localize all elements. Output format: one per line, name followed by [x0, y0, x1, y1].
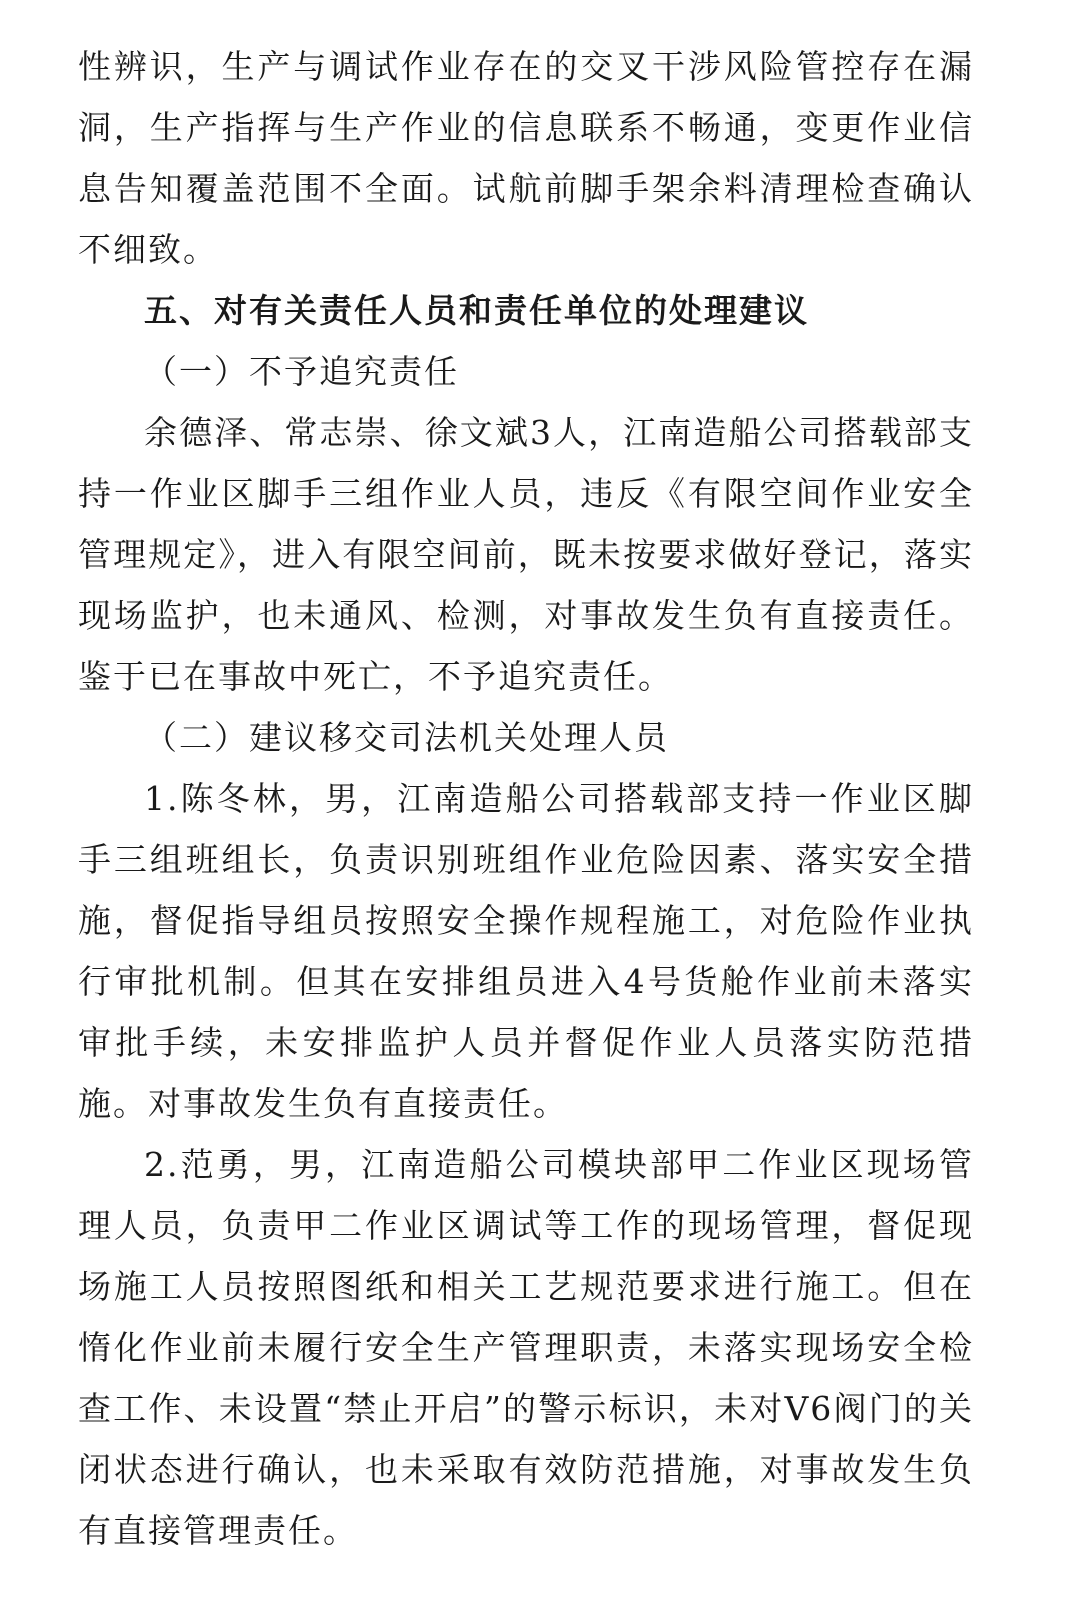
paragraph-item-1: 1.陈冬林，男，江南造船公司搭载部支持一作业区脚手三组班组长，负责识别班组作业危险因素、落实安全措施，督促指导组员按照安全操作规程施工，对危险作业执行审批机制。但其在安排组员进入4号货舱作业前未落实审批手续，未安排监护人员并督促作业人员落实防范措施。对事故发生负有直接责任。: [78, 779, 974, 1123]
paragraph-item-2: 2.范勇，男，江南造船公司模块部甲二作业区现场管理人员，负责甲二作业区调试等工作的现场管理，督促现场施工人员按照图纸和相关工艺规范要求进行施工。但在惰化作业前未履行安全生产管理职责，未落实现场安全检查工作、未设置“禁止开启”的警示标识，未对V6阀门的关闭状态进行确认，也未采取有效防范措施，对事故发生负有直接管理责任。: [78, 1145, 974, 1550]
section-heading-five: 五、对有关责任人员和责任单位的处理建议: [144, 291, 809, 330]
paragraph-continuation: 性辨识，生产与调试作业存在的交叉干涉风险管控存在漏洞，生产指挥与生产作业的信息联系不畅通，变更作业信息告知覆盖范围不全面。试航前脚手架余料清理检查确认不细致。: [78, 47, 974, 269]
paragraph-no-liability: 余德泽、常志崇、徐文斌3人，江南造船公司搭载部支持一作业区脚手三组作业人员，违反《有限空间作业安全管理规定》，进入有限空间前，既未按要求做好登记，落实现场监护，也未通风、检测，对事故发生负有直接责任。鉴于已在事故中死亡，不予追究责任。: [78, 413, 974, 696]
subsection-heading-one: （一）不予追究责任: [144, 352, 459, 391]
document-page: [78, 36, 974, 1561]
subsection-heading-two: （二）建议移交司法机关处理人员: [144, 718, 669, 757]
